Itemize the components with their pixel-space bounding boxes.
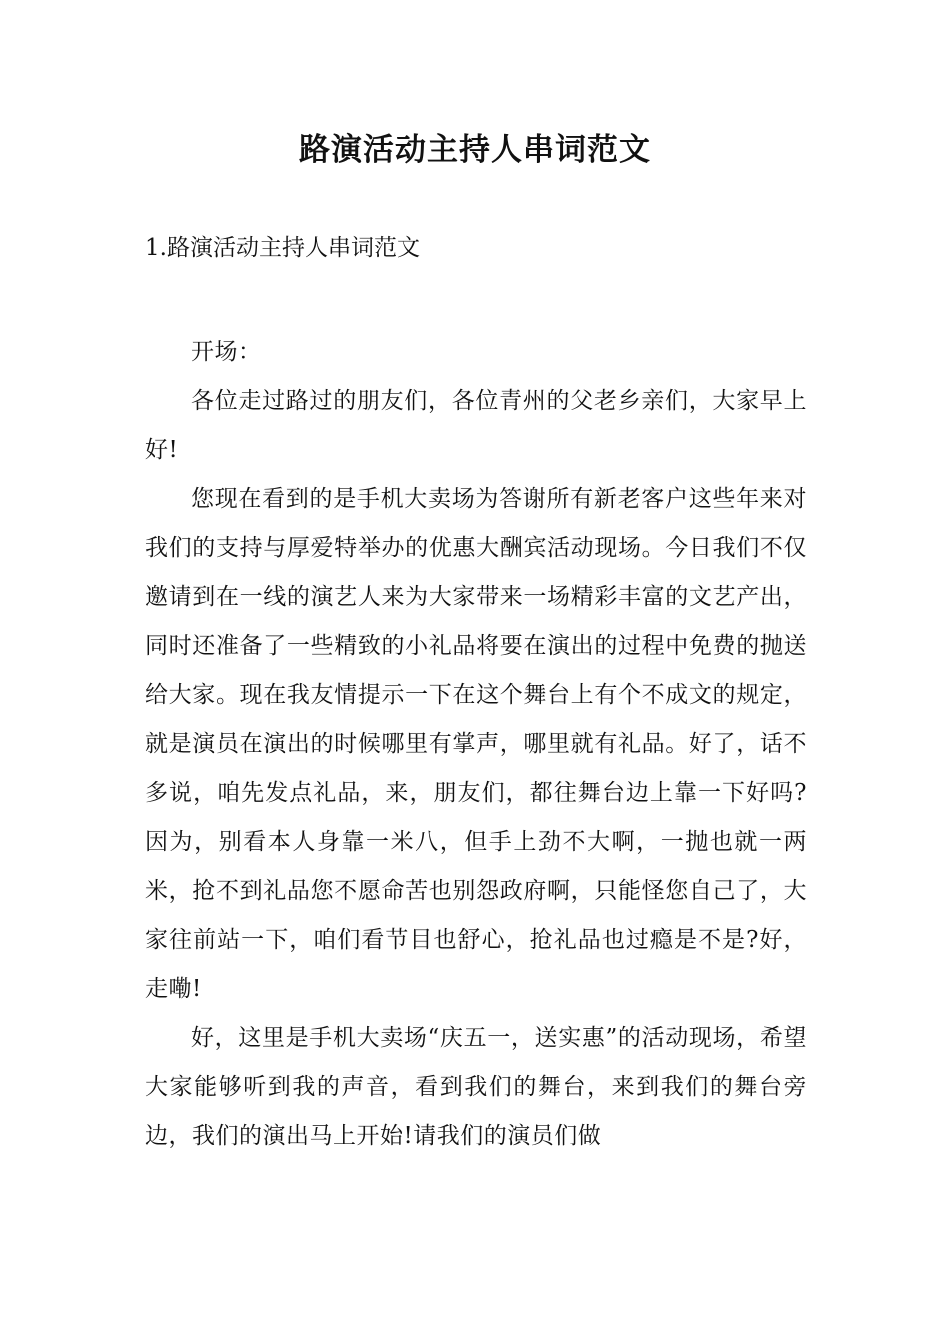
paragraph-event-start: 好，这里是手机大卖场“庆五一，送实惠”的活动现场，希望大家能够听到我的声音，看到我们的舞台，来到我们的舞台旁边，我们的演出马上开始!请我们的演员们做	[145, 1025, 807, 1149]
section-heading: 1.路演活动主持人串词范文	[145, 235, 420, 261]
paragraph-introduction: 您现在看到的是手机大卖场为答谢所有新老客户这些年来对我们的支持与厚爱特举办的优惠大酬宾活动现场。今日我们不仅邀请到在一线的演艺人来为大家带来一场精彩丰富的文艺产出，同时还准备了一些精致的小礼品将要在演出的过程中免费的抛送给大家。现在我友情提示一下在这个舞台上有个不成文的规定，就是演员在演出的时候哪里有掌声，哪里就有礼品。好了，话不多说，咱先发点礼品，来，朋友们，都往舞台边上靠一下好吗?因为，别看本人身靠一米八，但手上劲不大啊，一抛也就一两米，抢不到礼品您不愿命苦也别怨政府啊，只能怪您自己了，大家往前站一下，咱们看节目也舒心，抢礼品也过瘾是不是?好，走嘞!	[145, 486, 807, 1002]
document-body	[145, 328, 807, 1161]
paragraph-greeting: 各位走过路过的朋友们，各位青州的父老乡亲们，大家早上好!	[145, 388, 807, 463]
paragraph-opening-label: 开场：	[191, 339, 262, 365]
document-title: 路演活动主持人串词范文	[299, 132, 651, 168]
